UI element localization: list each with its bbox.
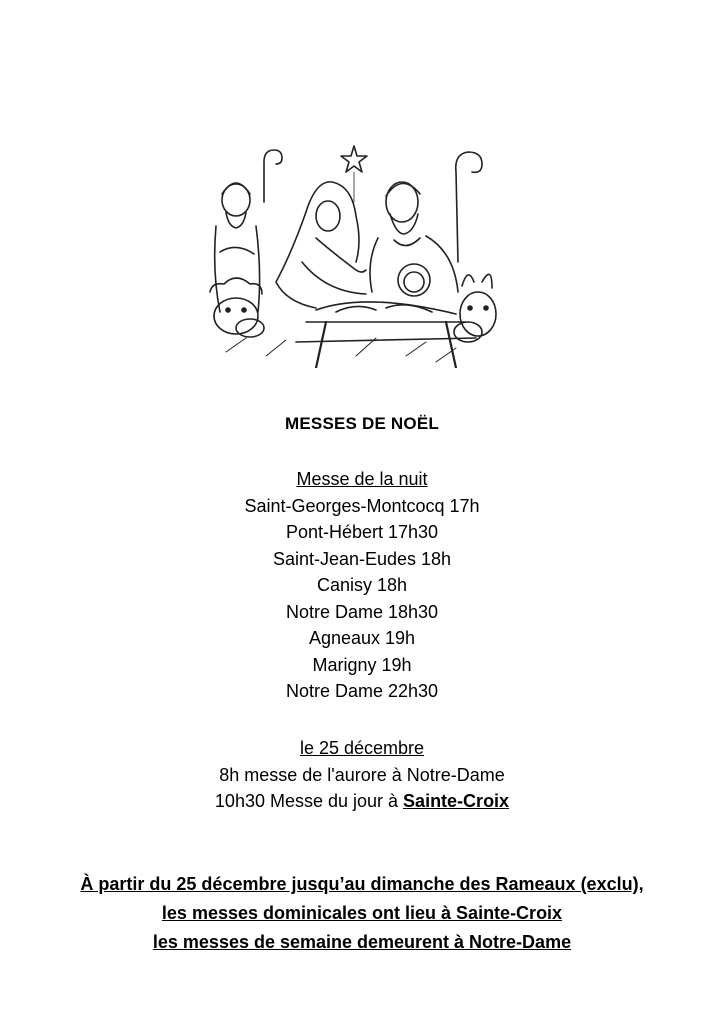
notice-line: les messes dominicales ont lieu à Sainte-Croix xyxy=(161,903,563,923)
december-25-heading: le 25 décembre xyxy=(299,738,425,758)
mass-item: Marigny 19h xyxy=(312,654,412,675)
nativity-scene-icon xyxy=(206,142,502,368)
mass-item: Saint-Georges-Montcocq 17h xyxy=(244,495,480,516)
notice-line: les messes de semaine demeurent à Notre-Dame xyxy=(152,932,572,952)
mass-item: Saint-Jean-Eudes 18h xyxy=(272,548,452,569)
mass-item: Notre Dame 22h30 xyxy=(285,681,439,701)
notice-line: À partir du 25 décembre jusqu’au dimanche des Rameaux (exclu), xyxy=(80,874,644,894)
night-mass-heading: Messe de la nuit xyxy=(296,469,428,489)
night-mass-section xyxy=(0,466,724,705)
december-25-section xyxy=(0,735,724,815)
day-mass-prefix: 10h30 Messe du jour à xyxy=(214,791,404,811)
page-title: MESSES DE NOËL xyxy=(285,414,439,433)
mass-item: Canisy 18h xyxy=(316,575,408,595)
notice-section xyxy=(0,870,724,957)
day-mass-line xyxy=(0,788,724,815)
day-mass-place: Sainte-Croix xyxy=(403,791,510,811)
mass-item: Pont-Hébert 17h30 xyxy=(285,522,439,542)
mass-item: Notre Dame 18h30 xyxy=(285,601,439,622)
dawn-mass-line: 8h messe de l'aurore à Notre-Dame xyxy=(219,764,505,785)
mass-item: Agneaux 19h xyxy=(308,628,416,648)
